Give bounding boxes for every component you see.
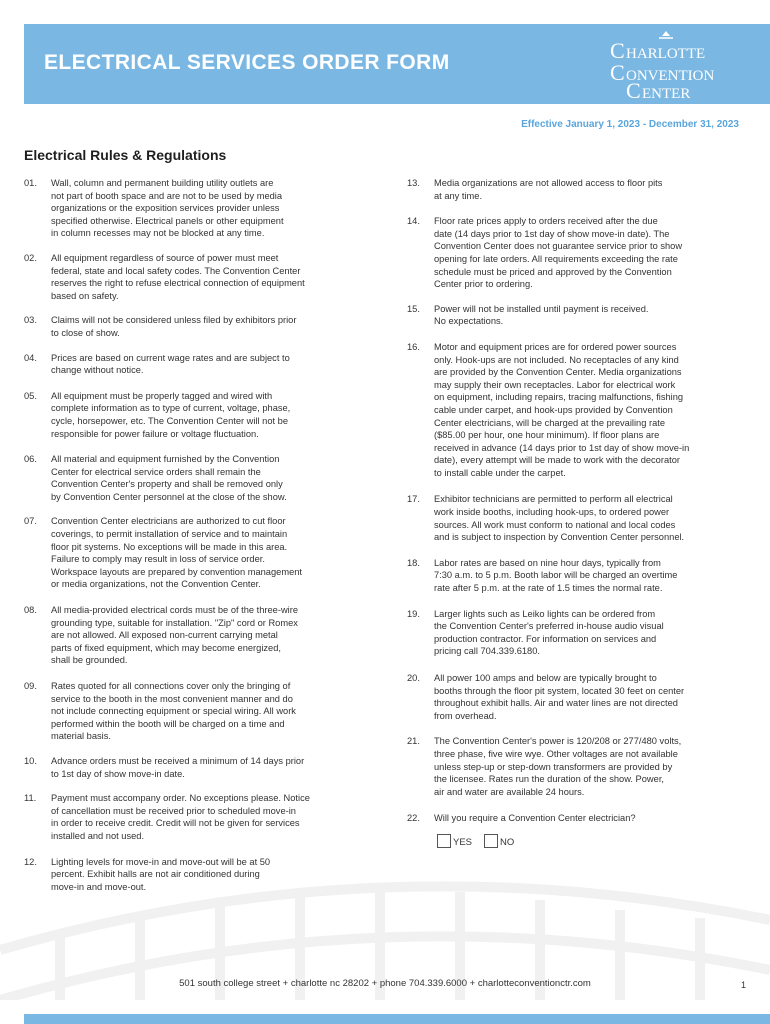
rule-item	[24, 515, 354, 591]
rule-text: All equipment must be properly tagged and wired with complete information as to type of current, voltage, phase, cycle, horsepower, etc. The Convention Center will not be responsible for power failure or voltage fluctuation.	[51, 390, 291, 439]
rule-number: 06.	[24, 454, 37, 465]
form-title: ELECTRICAL SERVICES ORDER FORM	[44, 51, 450, 74]
rule-item	[407, 608, 737, 658]
rule-item	[24, 314, 354, 339]
rule-number: 21.	[407, 736, 420, 747]
rule-number: 08.	[24, 605, 37, 616]
rule-item	[24, 755, 354, 780]
svg-text:ONVENTION: ONVENTION	[626, 68, 715, 84]
rule-number: 15.	[407, 303, 420, 314]
rule-number: 11.	[24, 793, 37, 804]
rule-number: 19.	[407, 608, 420, 619]
rule-number: 01.	[24, 178, 37, 188]
rule-item	[407, 672, 737, 722]
rule-text: Larger lights such as Leiko lights can be ordered from the Convention Center's preferred in-house audio visual production contractor. For information on services and pricing call 704.339.6180.	[434, 608, 664, 657]
rule-text: Prices are based on current wage rates and are subject to change without notice.	[51, 352, 290, 376]
rule-item	[24, 453, 354, 503]
rule-item	[407, 557, 737, 595]
rule-text: Wall, column and permanent building utility outlets are not part of booth space and are not to be used by media organizations or the exposition services provider unless specified otherwise. Electrical panels or other equipment in column recesses may not be blocked at any time.	[51, 178, 284, 239]
rule-text: The Convention Center's power is 120/208 or 277/480 volts, three phase, five wire wye. Other voltages are not available unless step-up or step-down transformers are provided by the licensee. Rates run the duration of the show. Power, air and water are available 24 hours.	[434, 736, 682, 797]
rule-item	[24, 390, 354, 440]
rule-text: Claims will not be considered unless filed by exhibitors prior to close of show.	[51, 315, 297, 338]
rules-right-column	[407, 177, 737, 851]
rule-number: 04.	[24, 352, 37, 363]
rule-item	[24, 252, 354, 302]
rule-number: 10.	[24, 755, 37, 766]
rule-number: 14.	[407, 216, 420, 227]
effective-date: Effective January 1, 2023 - December 31, 2023	[521, 119, 739, 130]
rule-text: Motor and equipment prices are for ordered power sources only. Hook-ups are not included. No receptacles of any kind are provided by the Convention Center. Media organizations may supply their own receptacles. Labor for electrical work on equipment, including repairs, tracing malfunctions, fishing cable under carpet, and hook-ups provided by Convention Center electricians, will be charged at the prevailing rate ($85.00 per hour, one hour minimum). If floor plans are received in advance (14 days prior to 1st day of show move-in date), every attempt will be made to work with the decorator to install cable under the carpet.	[434, 341, 690, 478]
no-label: NO	[500, 836, 515, 848]
rule-text: Convention Center electricians are authorized to cut floor coverings, to permit installation of service and to maintain floor pit systems. No exceptions will be made in this area. Failure to comply may result in loss of service order. Workspace layouts are prepared by convention management or media organizations, not the Convention Center.	[51, 516, 302, 590]
rule-text: Labor rates are based on nine hour days, typically from 7:30 a.m. to 5 p.m. Booth labor will be charged an overtime rate after 5 p.m. at the rate of 1.5 times the normal rate.	[434, 557, 678, 594]
rule-number: 18.	[407, 557, 420, 568]
rule-text: All material and equipment furnished by the Convention Center for electrical service orders shall remain the Convention Center's property and shall be removed only by Convention Center personnel at the close of the show.	[51, 454, 287, 502]
building-watermark	[0, 800, 770, 1000]
rule-item	[407, 303, 737, 328]
rule-text: Power will not be installed until payment is received. No expectations.	[434, 303, 649, 327]
page-number: 1	[740, 980, 746, 990]
rule-item	[407, 341, 737, 480]
rules-left-column	[24, 177, 354, 893]
rule-text: Media organizations are not allowed access to floor pits at any time.	[434, 178, 663, 201]
rule-number: 22.	[407, 813, 420, 824]
rule-text: Lighting levels for move-in and move-out will be at 50 percent. Exhibit halls are not air conditioned during move-in and move-out.	[51, 856, 271, 892]
rule-item	[24, 604, 354, 667]
section-title: Electrical Rules & Regulations	[24, 147, 227, 163]
rule-text: All media-provided electrical cords must be of the three-wire grounding type, suitable for installation. "Zip" cord or Romex are not allowed. All exposed non-current carrying metal parts of fixed equipment, which may become energized, shall be grounded.	[51, 605, 298, 666]
rule-text: All power 100 amps and below are typically brought to booths through the floor pit system, located 30 feet on center throughout exhibit halls. Air and water lines are not directed from overhead.	[434, 673, 685, 721]
rule-number: 07.	[24, 516, 37, 527]
rule-text: Advance orders must be received a minimum of 14 days prior to 1st day of show move-in date.	[51, 755, 305, 779]
rule-number: 09.	[24, 681, 37, 691]
rule-number: 17.	[407, 494, 420, 505]
rule-number: 12.	[24, 856, 37, 867]
svg-text:C: C	[626, 78, 641, 100]
rule-number: 03.	[24, 315, 37, 326]
rule-item	[24, 352, 354, 377]
rule-number: 02.	[24, 252, 37, 263]
rule-text: Will you require a Convention Center electrician?	[434, 813, 636, 824]
rule-text: Payment must accompany order. No exceptions please. Notice of cancellation must be received prior to scheduled move-in in order to receive credit. Credit will not be given for services installed and not used.	[51, 793, 310, 841]
bottom-band	[24, 1014, 770, 1024]
rule-text: Rates quoted for all connections cover only the bringing of service to the booth in the most convenient manner and do not include connecting equipment or special wiring. All work performed within the booth will be charged on a time and material basis.	[51, 681, 296, 742]
rule-number: 05.	[24, 390, 37, 401]
rule-item	[407, 177, 737, 202]
rule-number: 16.	[407, 341, 420, 352]
rule-text: Floor rate prices apply to orders received after the due date (14 days prior to 1st day of show move-in date). The Convention Center does not guarantee service prior to show opening for late orders. All requirements exceeding the rate schedule must be priced and approved by the Convention Center prior to ordering.	[434, 216, 683, 290]
rule-number: 20.	[407, 673, 420, 683]
rule-number: 13.	[407, 178, 420, 188]
svg-text:ENTER: ENTER	[642, 86, 691, 100]
svg-text:HARLOTTE: HARLOTTE	[626, 46, 706, 62]
rule-item	[407, 215, 737, 291]
rule-text: All equipment regardless of source of power must meet federal, state and local safety codes. The Convention Center reserves the right to refuse electrical connection of equipment based on safety.	[51, 252, 305, 301]
svg-text:C: C	[610, 38, 625, 63]
rule-item	[24, 680, 354, 743]
svg-text:C: C	[610, 60, 625, 85]
yes-label: YES	[453, 836, 473, 848]
footer-address: 501 south college street + charlotte nc 28202 + phone 704.339.6000 + charlotteconventionctr.com	[179, 978, 591, 989]
rule-item	[24, 177, 354, 240]
rule-item	[407, 735, 737, 798]
charlotte-convention-center-logo	[604, 28, 744, 100]
rule-text: Exhibitor technicians are permitted to perform all electrical work inside booths, including hook-ups, to ordered power sources. All work must conform to national and local codes and is subject to inspection by Convention Center personnel.	[434, 494, 685, 543]
rule-item	[407, 493, 737, 543]
